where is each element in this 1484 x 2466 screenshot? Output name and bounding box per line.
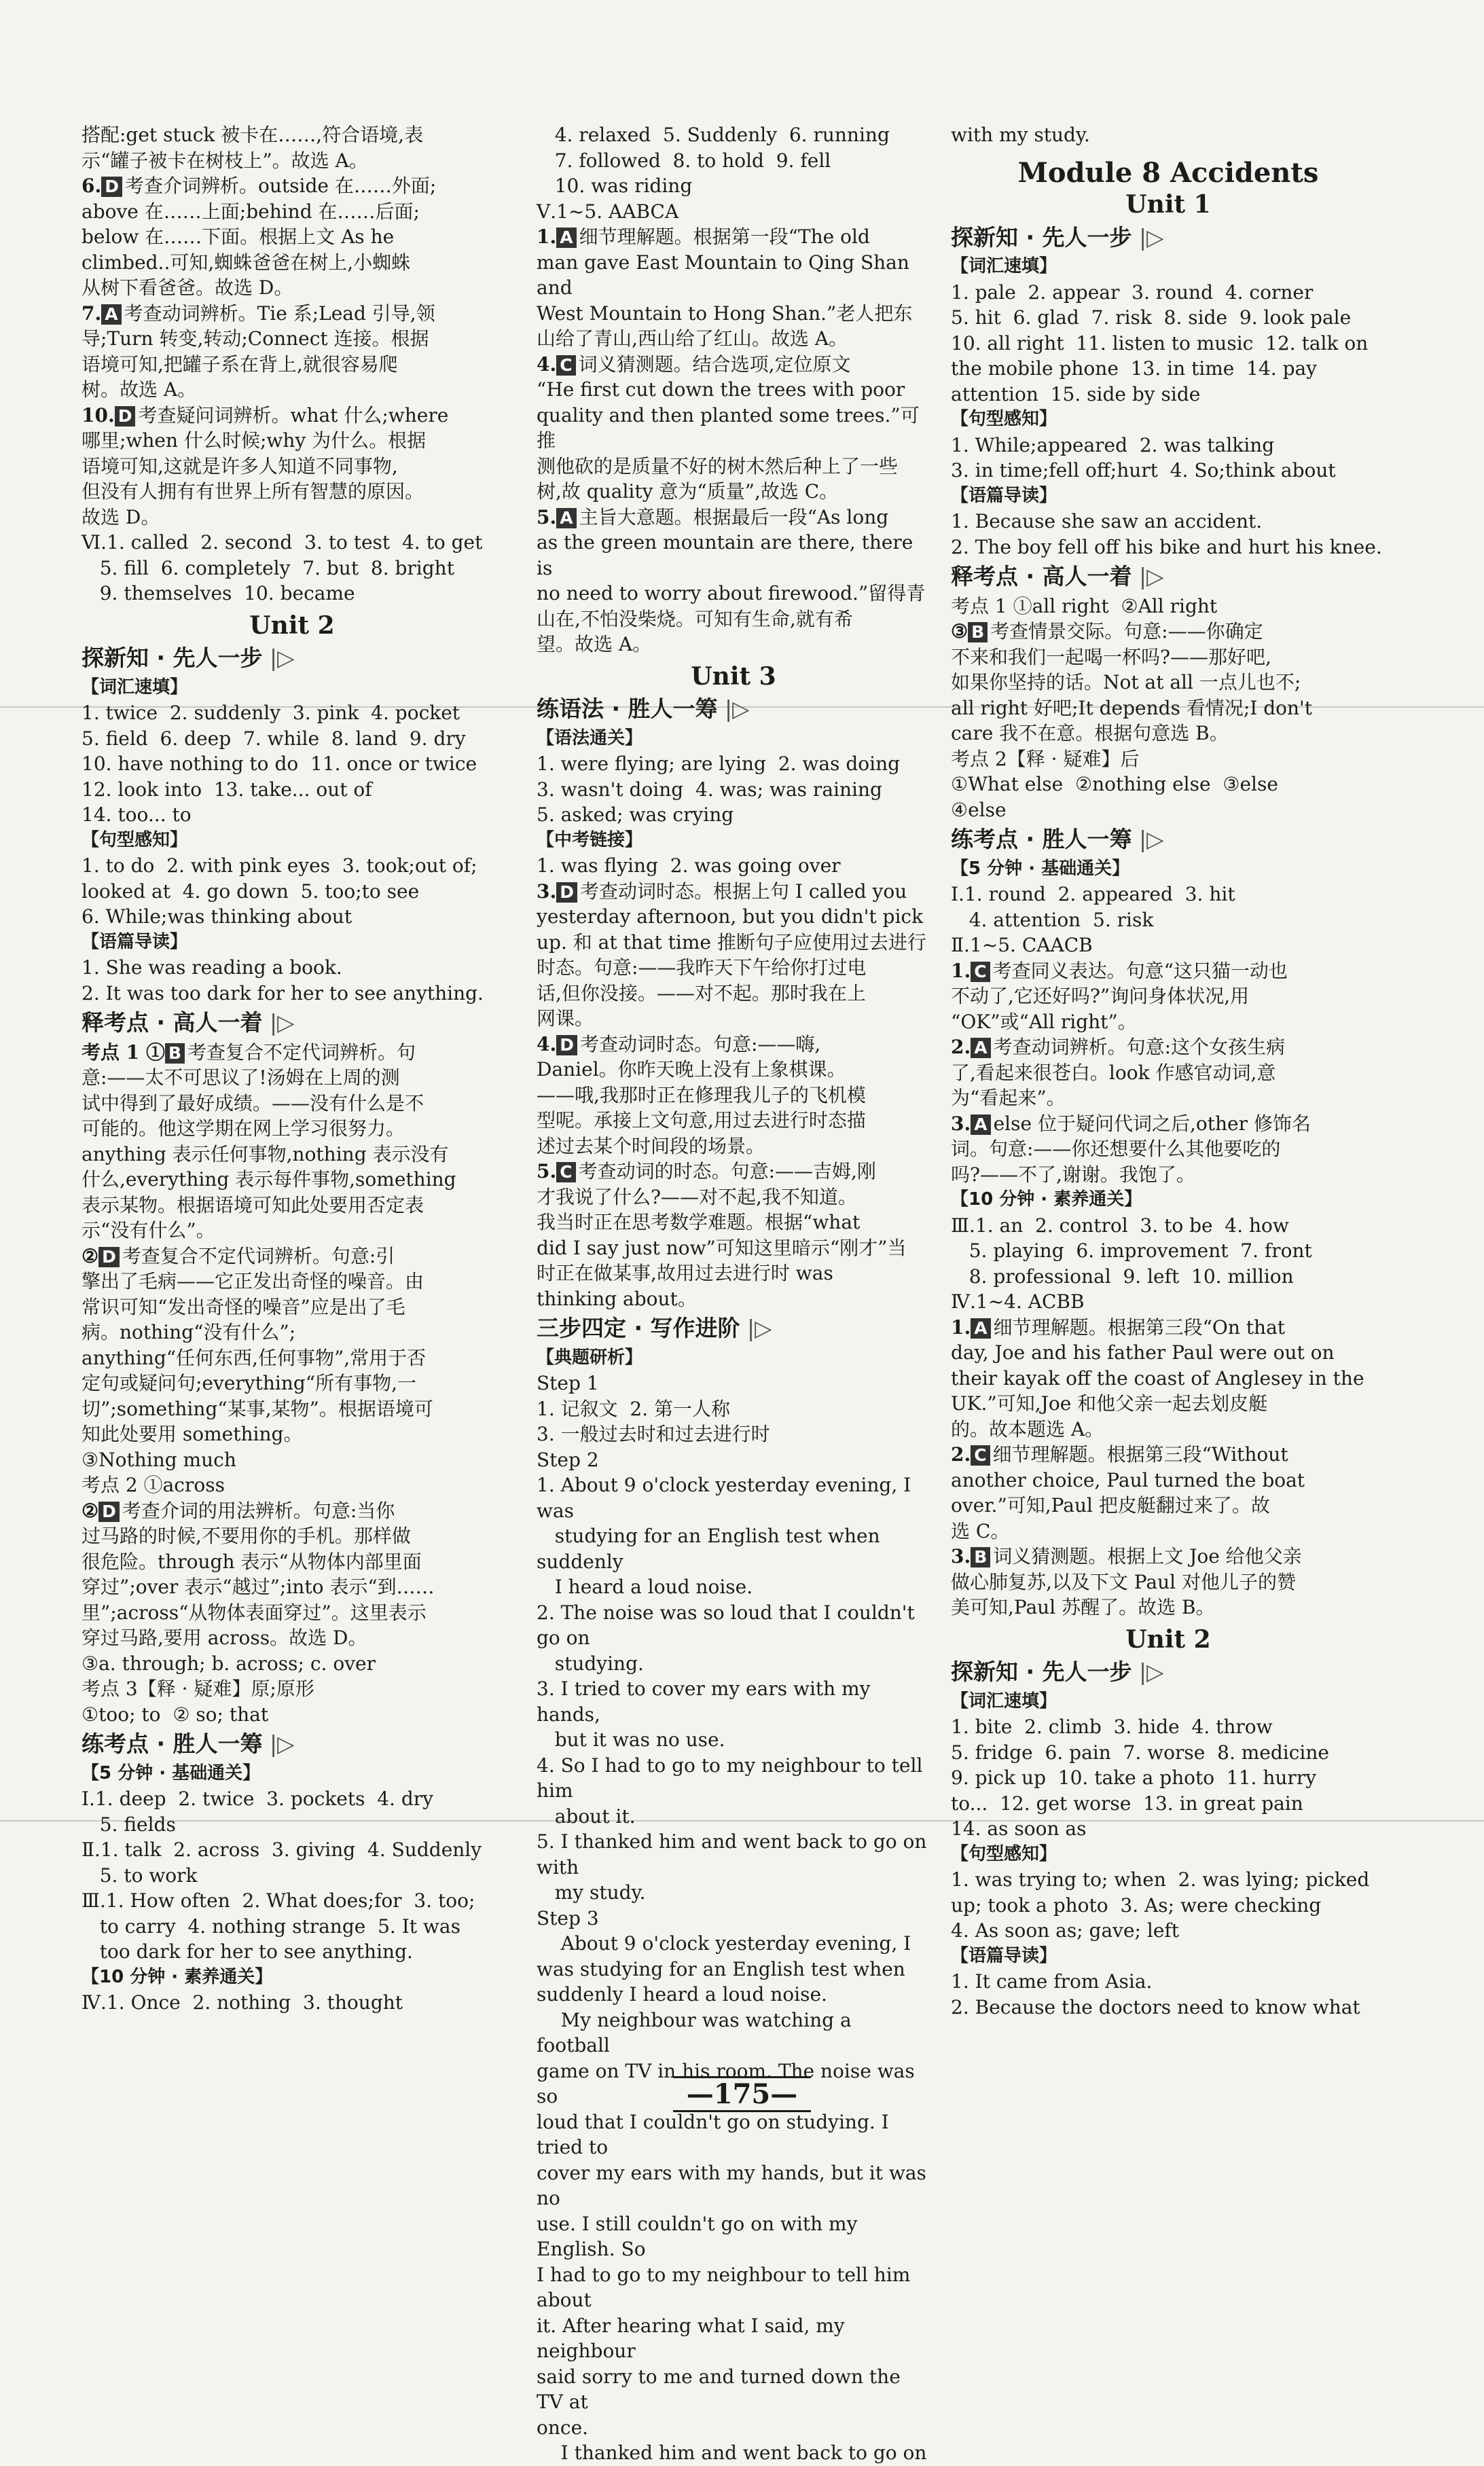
text-line: 知此处要用 something。 [82,1423,303,1445]
question-number: ② [82,1244,99,1267]
arrow-icon: |▷ [1132,223,1164,251]
sub-heading: 【词汇速填】 [951,256,1057,276]
explanation-text: 细节理解题。根据第一段“The old [579,225,870,248]
text-line: 5. hit 6. glad 7. risk 8. side 9. look pale [951,306,1352,329]
text-line: day, Joe and his father Paul were out on [951,1341,1335,1364]
text-line: 很危险。through 表示“从物体内部里面 [82,1550,422,1573]
answer-badge: A [971,1038,990,1058]
answer-item [951,1442,1386,1468]
text-line: 穿过”;over 表示“越过”;into 表示“到…… [82,1576,435,1598]
sub-heading: 【语篇导读】 [82,931,188,952]
answer-badge: A [101,304,121,325]
question-number: 4. [537,1032,557,1055]
text-line: 测他砍的是质量不好的树木然后种上了一些 [537,454,899,477]
text-line: it. After hearing what I said, my neighbour [537,2314,851,2362]
text-line: man gave East Mountain to Qing Shan and [537,251,916,299]
answer-badge: C [971,962,990,982]
text-line: 1. was flying 2. was going over [537,854,841,877]
explanation-text: 考查复合不定代词辨析。句意:引 [122,1244,395,1267]
text-line: 才我说了什么?——对不起,我不知道。 [537,1185,857,1208]
text-line: 1. 记叙文 2. 第一人称 [537,1397,731,1420]
text-line: 5. asked; was crying [537,803,734,826]
section-heading [82,1010,503,1036]
text-line: 词。句意:——你还想要什么其他要吃的 [951,1138,1281,1160]
text-line: 了,看起来很苍白。look 作感官动词,意 [951,1061,1276,1084]
text-line: 常识可知“发出奇怪的噪音”应是出了毛 [82,1295,405,1318]
text-line: 故选 D。 [82,505,160,528]
explanation-text: 考查疑问词辨析。what 什么;where [138,403,449,427]
sub-heading: 【词汇速填】 [82,676,188,697]
section-heading [951,564,1386,590]
answer-item [537,505,930,530]
text-line: 意:——太不可思议了!汤姆在上周的测 [82,1066,400,1089]
text-line: 1. to do 2. with pink eyes 3. took;out of; [82,854,477,877]
answer-badge: C [971,1445,990,1466]
sub-heading: 【10 分钟 · 素养通关】 [82,1966,273,1987]
explanation-text: 考查介词的用法辨析。句意:当你 [122,1499,395,1522]
section-heading [82,645,503,671]
section-heading [951,1659,1386,1685]
question-number: 1. [951,959,971,982]
text-line: use. I still couldn't go on with my English. So [537,2212,864,2260]
text-line: 树。故选 A。 [82,378,197,401]
explanation-text: 考查动词时态。根据上句 I called you [580,880,907,903]
sub-heading: 【10 分钟 · 素养通关】 [951,1189,1142,1210]
text-line: Ⅱ.1~5. CAACB [951,934,1093,956]
text-line: 网课。 [537,1007,594,1030]
text-line: 语境可知,这就是许多人知道不同事物, [82,454,398,477]
question-number: 2. [951,1036,971,1058]
text-line: 我当时正在思考数学难题。根据“what [537,1211,861,1233]
text-line: ③a. through; b. across; c. over [82,1652,376,1675]
sub-heading: 【词汇速填】 [951,1690,1057,1711]
text-line: 1. was trying to; when 2. was lying; picked [951,1868,1370,1891]
text-line: 2. Because the doctors need to know what [951,1995,1360,2018]
section-heading [537,1316,930,1341]
text-line: Ⅰ.1. deep 2. twice 3. pockets 4. dry [82,1788,433,1810]
explanation-text: 词义猜测题。结合选项,定位原文 [578,352,851,376]
text-line: 树,故 quality 意为“质量”,故选 C。 [537,480,839,503]
answer-item [537,1032,930,1057]
text-line: 为“看起来”。 [951,1087,1066,1109]
text-line: 切”;something“某事,某物”。根据语境可 [82,1397,433,1420]
text-line: 10. have nothing to do 11. once or twice [82,753,477,775]
text-line: yesterday afternoon, but you didn't pick [537,905,924,928]
answer-badge: D [556,1035,577,1055]
text-line: 哪里;when 什么时候;why 为什么。根据 [82,429,427,452]
column-middle [537,122,933,2466]
text-line: 望。故选 A。 [537,633,652,655]
answer-badge: A [971,1318,990,1339]
text-line: 述过去某个时间段的场景。 [537,1134,765,1157]
text-line: 表示某物。根据语境可知此处要用否定表 [82,1193,424,1216]
text-line: 选 C。 [951,1519,1010,1542]
text-line: 试中得到了最好成绩。——没有什么是不 [82,1091,424,1114]
text-line: I heard a loud noise. [537,1576,753,1598]
text-line: 9. themselves 10. became [82,582,355,604]
text-line: below 在……下面。根据上文 As he [82,225,395,248]
text-line: 考点 2【释 · 疑难】后 [951,747,1140,770]
text-line: did I say just now”可知这里暗示“刚才”当 [537,1236,907,1259]
text-line: 型呢。承接上文句意,用过去进行时态描 [537,1109,866,1131]
text-line: said sorry to me and turned down the TV at [537,2365,907,2413]
section-label: 探新知 · 先人一步 [82,645,263,671]
text-line: too dark for her to see anything. [82,1940,413,1963]
question-number: 6. [82,175,102,197]
text-line: Ⅲ.1. an 2. control 3. to be 4. how [951,1214,1289,1237]
text-line: 过马路的时候,不要用你的手机。那样做 [82,1525,411,1547]
text-line: 2. The boy fell off his bike and hurt his knee. [951,535,1382,558]
question-number: 1. [537,225,557,248]
text-line: 但没有人拥有有世界上所有智慧的原因。 [82,480,424,503]
question-number: 3. [951,1545,971,1567]
answer-item [82,173,503,199]
text-line: anything“任何东西,任何事物”,常用于否 [82,1346,427,1369]
section-label: 练考点 · 胜人一筹 [82,1730,263,1757]
unit-heading: Unit 3 [691,661,776,691]
text-line: all right 好吧;It depends 看情况;I don't [951,696,1312,719]
text-line: ——哦,我那时正在修理我儿子的飞机模 [537,1083,866,1106]
question-number: 3. [951,1112,971,1135]
question-number: 5. [537,505,557,528]
question-number: 4. [537,352,557,376]
arrow-icon: |▷ [1132,826,1164,852]
answer-badge: D [98,1247,120,1267]
text-line: Ⅰ.1. round 2. appeared 3. hit [951,883,1235,905]
text-line: anything 表示任何事物,nothing 表示没有 [82,1142,449,1165]
section-label: 释考点 · 高人一着 [951,563,1132,590]
answer-item [537,879,930,905]
answer-badge: A [556,508,576,528]
explanation-text: 细节理解题。根据第三段“On that [993,1316,1286,1339]
sub-heading: 【句型感知】 [951,409,1057,429]
text-line: 吗?——不了,谢谢。我饱了。 [951,1163,1195,1186]
text-line: 考点 2 ①across [82,1474,225,1496]
answer-item [951,1315,1386,1341]
column-right [951,122,1386,2020]
answer-badge: D [98,1502,120,1522]
text-line: about it. [537,1805,636,1828]
arrow-icon: |▷ [262,645,295,671]
column-left [82,122,503,2016]
text-line: loud that I couldn't go on studying. I tried to [537,2110,895,2158]
answer-item [951,958,1386,984]
text-line: I had to go to my neighbour to tell him about [537,2263,917,2311]
answer-badge: B [165,1043,185,1064]
answer-badge: C [556,1162,575,1182]
sub-heading: 【典题研析】 [537,1347,643,1368]
answer-badge: D [115,406,136,427]
answer-item [951,1544,1386,1570]
text-line: 4. As soon as; gave; left [951,1919,1179,1942]
text-line: 1. pale 2. appear 3. round 4. corner [951,280,1314,304]
text-line: suddenly I heard a loud noise. [537,1983,827,2006]
answer-badge: B [971,1547,990,1567]
answer-item [537,1159,930,1184]
text-line: 6. While;was thinking about [82,905,352,928]
text-line: 12. look into 13. take... out of [82,778,372,801]
section-label: 练考点 · 胜人一筹 [951,826,1132,852]
text-line: 定句或疑问句;everything“所有事物,一 [82,1372,417,1394]
text-line: the mobile phone 13. in time 14. pay [951,357,1317,380]
text-line: up. 和 at that time 推断句子应使用过去进行 [537,930,926,954]
text-line: 如果你坚持的话。Not at all 一点儿也不; [951,671,1301,693]
text-line: 穿过马路,要用 across。故选 D。 [82,1627,367,1649]
text-line: 里”;across“从物体表面穿过”。这里表示 [82,1601,427,1624]
text-line: ①too; to ② so; that [82,1703,269,1726]
arrow-icon: |▷ [740,1315,772,1341]
text-line: 不动了,它还好吗?”询问身体状况,用 [951,985,1250,1007]
question-number: 2. [951,1443,971,1466]
text-line: Ⅳ.1. Once 2. nothing 3. thought [82,1991,403,2014]
text-line: my study. [537,1881,646,1904]
text-line: 可能的。他这学期在网上学习很努力。 [82,1117,405,1140]
text-line: ④else [951,798,1007,821]
explanation-text: 考查介词辨析。outside 在……外面; [125,175,437,197]
text-line: Step 1 [537,1372,599,1394]
text-line: 1. About 9 o'clock yesterday evening, I was [537,1474,918,1522]
explanation-text: 考查同义表达。句意“这只猫一动也 [992,959,1288,982]
text-line: 1. Because she saw an accident. [951,510,1263,532]
text-line: 病。nothing“没有什么”; [82,1321,296,1343]
answer-badge: C [556,355,575,376]
text-line: 4. attention 5. risk [951,908,1154,931]
text-line: Daniel。你昨天晚上没有上象棋课。 [537,1058,846,1081]
sub-heading: 【5 分钟 · 基础通关】 [82,1762,261,1783]
text-line: climbed..可知,蜘蛛爸爸在树上,小蜘蛛 [82,251,411,274]
text-line: 的。故本题选 A。 [951,1417,1104,1440]
text-line: I thanked him and went back to go on [537,2442,927,2464]
text-line: but it was no use. [537,1728,725,1751]
answer-badge: B [968,622,988,642]
text-line: 时态。句意:——我昨天下午给你打过电 [537,956,867,979]
text-line: 5. I thanked him and went back to go on with [537,1830,933,1879]
text-line: 从树下看爸爸。故选 D。 [82,276,293,299]
answer-item [82,1040,503,1066]
answer-badge: A [556,228,576,248]
sub-heading: 【句型感知】 [82,829,188,850]
text-line: 3. I tried to cover my ears with my hands, [537,1678,877,1726]
answer-item [537,224,930,250]
text-line: 4. relaxed 5. Suddenly 6. running [537,124,890,146]
text-line: Ⅵ.1. called 2. second 3. to test 4. to get [82,531,483,554]
answer-item [82,403,503,429]
section-heading [951,225,1386,251]
text-line: Step 3 [537,1906,599,1929]
explanation-text: 考查动词辨析。Tie 系;Lead 引导,领 [124,302,435,325]
answer-badge: D [101,177,122,197]
explanation-text: 细节理解题。根据第三段“Without [992,1443,1288,1466]
question-number: 5. [537,1160,557,1182]
text-line: Ⅴ.1~5. AABCA [537,200,679,223]
question-number: ③ [951,620,969,642]
section-label: 探新知 · 先人一步 [951,223,1132,251]
text-line: 1. It came from Asia. [951,1970,1153,1993]
explanation-text: 考查复合不定代词辨析。句 [187,1040,416,1064]
text-line: 3. 一般过去时和过去进行时 [537,1423,770,1445]
text-line: as the green mountain are there, there is [537,531,920,579]
text-line: My neighbour was watching a football [537,2008,858,2056]
text-line: with my study. [951,124,1090,146]
arrow-icon: |▷ [262,1730,295,1757]
text-line: to... 12. get worse 13. in great pain [951,1792,1303,1815]
section-label: 探新知 · 先人一步 [951,1658,1132,1685]
section-heading [537,696,930,722]
answer-item [82,1498,503,1524]
text-line: 搭配:get stuck 被卡在……,符合语境,表 [82,124,424,146]
explanation-text: 考查情景交际。句意:——你确定 [990,620,1263,642]
text-line: 山给了青山,西山给了红山。故选 A。 [537,327,848,350]
text-line: thinking about。 [537,1287,697,1310]
text-line: studying for an English test when suddenly [537,1525,886,1573]
text-line: 2. The noise was so loud that I couldn't go on [537,1601,921,1649]
text-line: 9. pick up 10. take a photo 11. hurry [951,1766,1317,1789]
text-line: 语境可知,把罐子系在背上,就很容易爬 [82,352,398,376]
text-line: 7. followed 8. to hold 9. fell [537,149,831,172]
section-heading [82,1731,503,1757]
text-line: 做心肺复苏,以及下文 Paul 对他儿子的赞 [951,1570,1296,1593]
arrow-icon: |▷ [262,1009,295,1036]
text-line: 5. fill 6. completely 7. but 8. bright [82,556,454,579]
sub-heading: 【语篇导读】 [951,1945,1057,1966]
unit-heading: Unit 1 [1125,190,1211,219]
text-line: ①What else ②nothing else ③else [951,773,1278,795]
question-number: 10. [82,403,115,427]
section-heading [951,827,1386,852]
text-line: 10. all right 11. listen to music 12. talk on [951,331,1369,355]
sub-heading: 【中考链接】 [537,829,643,850]
text-line: was studying for an English test when [537,1957,905,1980]
text-line: 14. as soon as [951,1817,1087,1840]
text-line: 示“没有什么”。 [82,1219,215,1241]
text-line: 考点 1 ①all right ②All right [951,594,1218,617]
section-label: 三步四定 · 写作进阶 [537,1315,740,1341]
text-line: cover my ears with my hands, but it was no [537,2161,933,2209]
unit-heading: Unit 2 [1125,1625,1211,1654]
text-line: 5. fridge 6. pain 7. worse 8. medicine [951,1741,1329,1764]
text-line: 10. was riding [537,175,693,197]
text-line: 示“罐子被卡在树枝上”。故选 A。 [82,149,368,172]
text-line: 话,但你没接。——对不起。那时我在上 [537,981,866,1004]
text-line: 1. She was reading a book. [82,956,342,979]
text-line: 14. too... to [82,803,192,826]
question-number: 1. [951,1316,971,1339]
text-line: 5. field 6. deep 7. while 8. land 9. dry [82,727,466,750]
explanation-text: else 位于疑问代词之后,other 修饰名 [993,1112,1311,1135]
text-line: 2. It was too dark for her to see anything. [82,981,484,1004]
text-line: looked at 4. go down 5. too;to see [82,880,420,903]
text-line: 8. professional 9. left 10. million [951,1265,1294,1288]
text-line: up; took a photo 3. As; were checking [951,1893,1322,1917]
explanation-text: 考查动词辨析。句意:这个女孩生病 [993,1036,1286,1058]
text-line: 4. So I had to go to my neighbour to tell him [537,1754,929,1802]
text-line: to carry 4. nothing strange 5. It was [82,1915,460,1938]
sub-heading: 【句型感知】 [951,1843,1057,1864]
text-line: 时正在做某事,故用过去进行时 was [537,1262,833,1284]
explanation-text: 考查动词时态。句意:——嗨, [580,1032,821,1055]
text-line: 5. playing 6. improvement 7. front [951,1239,1312,1262]
explanation-text: 词义猜测题。根据上文 Joe 给他父亲 [993,1545,1302,1567]
text-line: Ⅱ.1. talk 2. across 3. giving 4. Suddenly [82,1838,482,1861]
explanation-text: 考查动词的时态。句意:——吉姆,刚 [578,1160,876,1182]
module-heading: Module 8 Accidents [1017,156,1319,189]
text-line: 考点 3【释 · 疑难】原;原形 [82,1678,314,1700]
text-line: 山在,不怕没柴烧。可知有生命,就有希 [537,607,853,630]
text-line: 3. wasn't doing 4. was; was raining [537,778,882,801]
text-line: 5. fields [82,1813,176,1836]
text-line: over.”可知,Paul 把皮艇翻过来了。故 [951,1494,1270,1517]
text-line: attention 15. side by side [951,382,1201,405]
text-line: 不来和我们一起喝一杯吗?——那好吧, [951,645,1271,668]
text-line: 1. bite 2. climb 3. hide 4. throw [951,1716,1273,1738]
section-label: 释考点 · 高人一着 [82,1009,263,1036]
text-line: Ⅳ.1~4. ACBB [951,1290,1085,1313]
answer-item [951,1111,1386,1137]
answer-badge: A [971,1114,990,1135]
question-number: 7. [82,302,102,325]
answer-item [951,1034,1386,1060]
answer-badge: D [556,882,577,903]
text-line: studying. [537,1652,644,1675]
text-line: quality and then planted some trees.”可推 [537,403,920,452]
text-line: no need to worry about firewood.”留得青 [537,582,926,604]
text-line: 什么,everything 表示每件事物,something [82,1168,456,1191]
sub-heading: 【5 分钟 · 基础通关】 [951,858,1130,879]
answer-item [82,301,503,327]
text-line: 擎出了毛病——它正发出奇怪的噪音。由 [82,1270,424,1292]
section-label: 练语法 · 胜人一筹 [537,695,718,722]
text-line: Ⅲ.1. How often 2. What does;for 3. too; [82,1889,475,1912]
question-number: 3. [537,880,557,903]
text-line: 3. in time;fell off;hurt 4. So;think about [951,459,1336,482]
text-line: care 我不在意。根据句意选 B。 [951,722,1229,744]
text-line: “He first cut down the trees with poor [537,378,905,401]
answer-item [82,1244,503,1269]
text-line: 1. were flying; are lying 2. was doing [537,753,901,775]
text-line: “OK”或“All right”。 [951,1010,1137,1033]
text-line: Step 2 [537,1448,599,1471]
arrow-icon: |▷ [717,695,750,722]
text-line: game on TV in his room. The noise was so [537,2059,921,2107]
arrow-icon: |▷ [1132,1658,1164,1685]
explanation-text: 主旨大意题。根据最后一段“As long [579,505,889,528]
text-line: UK.”可知,Joe 和他父亲一起去划皮艇 [951,1392,1268,1415]
page-number-footer [0,2078,1484,2110]
text-line: 导;Turn 转变,转动;Connect 连接。根据 [82,327,429,350]
answer-item [951,619,1386,645]
sub-heading: 【语法通关】 [537,727,643,748]
text-line: once. [537,2416,589,2439]
text-line: 1. While;appeared 2. was talking [951,433,1275,456]
text-line: ③Nothing much [82,1448,236,1471]
text-line: About 9 o'clock yesterday evening, I [537,1932,911,1955]
text-line: above 在……上面;behind 在……后面; [82,200,420,223]
page-number: —175— [673,2076,812,2112]
question-number: 考点 1 ① [82,1040,165,1064]
unit-heading: Unit 2 [249,611,335,640]
text-line: 5. to work [82,1864,198,1887]
question-number: ② [82,1499,99,1522]
answer-item [537,352,930,378]
text-line: 美可知,Paul 苏醒了。故选 B。 [951,1596,1215,1618]
arrow-icon: |▷ [1132,563,1164,590]
sub-heading: 【语篇导读】 [951,485,1057,506]
text-line: their kayak off the coast of Anglesey in the [951,1366,1364,1390]
text-line: another choice, Paul turned the boat [951,1468,1305,1491]
text-line: 1. twice 2. suddenly 3. pink 4. pocket [82,702,460,724]
text-line: West Mountain to Hong Shan.”老人把东 [537,302,913,325]
